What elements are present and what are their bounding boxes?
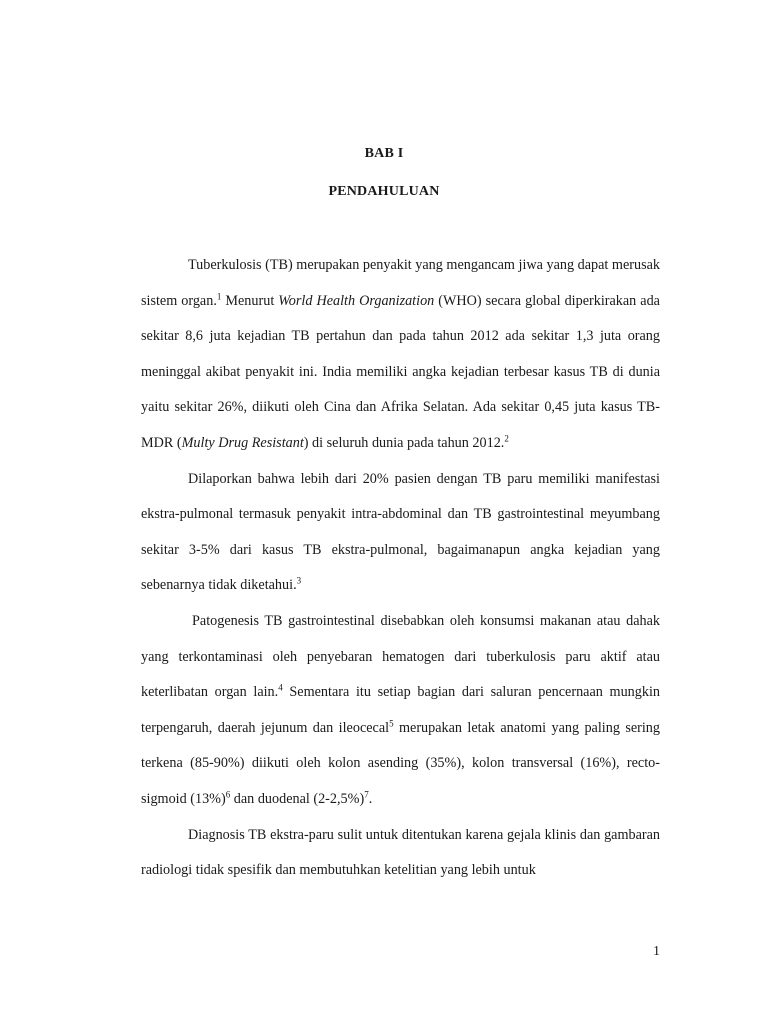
italic-term-who: World Health Organization: [278, 292, 435, 309]
paragraph-2-text-1: Dilaporkan bahwa lebih dari 20% pasien dengan TB paru memiliki manifestasi ekstra-pulmonal termasuk penyakit intra-abdominal dan TB gastrointestinal meyumbang sekitar 3-5% dari kasus TB ekstra-pulmonal, bagaimanapun angka kejadian yang sebenarnya tidak diketahui.: [141, 470, 660, 594]
paragraph-1: [141, 248, 660, 462]
page-number: 1: [653, 944, 660, 959]
footnote-ref-1: 1: [216, 290, 222, 301]
paragraph-4: [141, 818, 660, 889]
italic-term-mdr: Multy Drug Resistant: [181, 434, 304, 451]
footnote-ref-5: 5: [389, 717, 394, 728]
footnote-ref-2: 2: [504, 433, 509, 444]
paragraph-3-text-3: merupakan letak anatomi yang paling sering terkena (85-90%) diikuti oleh kolon asending (35%), kolon transversal (16%), recto-sigmoid (13%): [141, 719, 660, 807]
paragraph-3-text-1: Patogenesis TB gastrointestinal disebabkan oleh konsumsi makanan atau dahak yang terkontaminasi oleh penyebaran hematogen dari tuberkulosis paru aktif atau keterlibatan organ lain.: [141, 612, 660, 701]
body-text: [141, 248, 660, 889]
paragraph-3: [141, 604, 660, 818]
paragraph-1-text-2: Menurut: [221, 292, 279, 309]
paragraph-4-text-1: Diagnosis TB ekstra-paru sulit untuk ditentukan karena gejala klinis dan gambaran radiologi tidak spesifik dan membutuhkan ketelitian yang lebih untuk: [141, 826, 660, 879]
paragraph-2: [141, 462, 660, 604]
chapter-heading: BAB I: [364, 146, 404, 161]
paragraph-1-text-1: Tuberkulosis (TB) merupakan penyakit yang mengancam jiwa yang dapat merusak sistem organ.: [141, 257, 660, 309]
footnote-ref-3: 3: [296, 575, 302, 586]
paragraph-1-text-3: (WHO) secara global diperkirakan ada sekitar 8,6 juta kejadian TB pertahun dan pada tahun 2012 ada sekitar 1,3 juta orang meninggal akibat penyakit ini. India memiliki angka kejadian terbesar kasus TB di dunia yaitu sekitar 26%, diikuti oleh Cina dan Afrika Selatan. Ada sekitar 0,45 juta kasus TB-MDR (: [141, 292, 660, 451]
footnote-ref-4: 4: [278, 682, 283, 693]
footnote-ref-6: 6: [225, 789, 231, 800]
paragraph-3-text-4: dan duodenal (2-2,5%): [230, 790, 365, 807]
paragraph-3-text-2: Sementara itu setiap bagian dari saluran pencernaan mungkin terpengaruh, daerah jejunum dan ileocecal: [141, 684, 660, 736]
footnote-ref-7: 7: [364, 789, 369, 800]
chapter-title: PENDAHULUAN: [328, 184, 440, 199]
paragraph-3-text-5: .: [368, 790, 373, 807]
paragraph-1-text-4: ) di seluruh dunia pada tahun 2012.: [303, 434, 505, 451]
